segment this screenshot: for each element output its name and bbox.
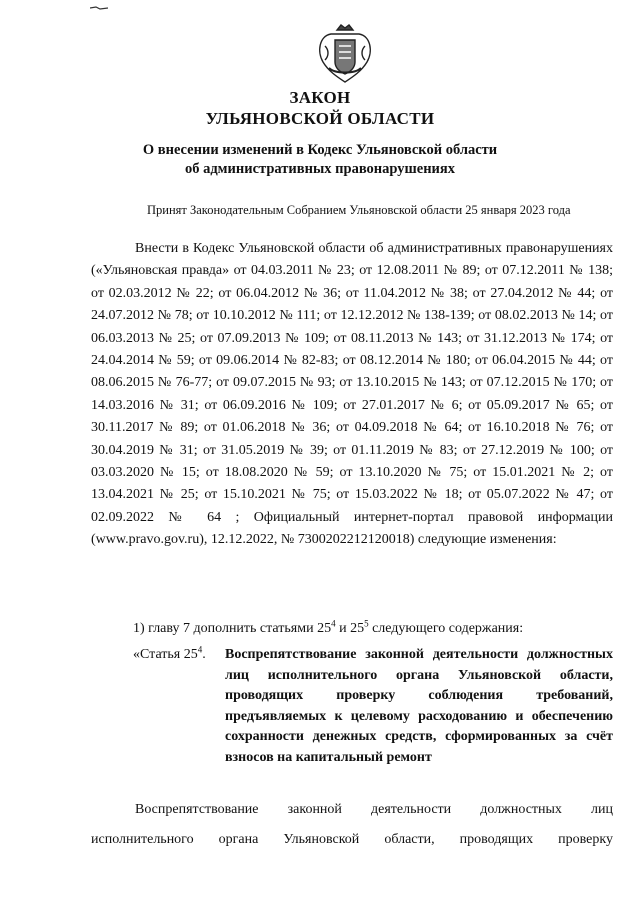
clause-1-sup-2: 5 xyxy=(364,618,369,629)
article-body-line-2: исполнительного органа Ульяновской области, проводящих проверку xyxy=(91,832,613,847)
article-heading: Воспрепятствование законной деятельности должностных лиц исполнительного органа Ульяновской области, проводящих проверку соблюдения требований, предъявляемых к целевому расходованию и обеспечению сохранности денежных средств, сформированных за счёт взносов на капитальный ремонт xyxy=(225,647,613,765)
clause-1 xyxy=(133,618,524,637)
article-body-line-1: Воспрепятствование законной деятельности должностных лиц xyxy=(135,802,613,817)
intro-paragraph: Внести в Кодекс Ульяновской области об административных правонарушениях («Ульяновская правда» от 04.03.2011 № 23; от 12.08.2011 № 89; от 07.12.2011 № 138; от 02.03.2012 № 22; от 06.04.2012 № 36; от 11.04.2012 № 38; от 27.04.2012 № 44; от 24.07.2012 № 78; от 10.10.2012 № 111; от 12.12.2012 № 138-139; от 08.02.2013 № 14; от 06.03.2013 № 25; от 07.09.2013 № 109; от 08.11.2013 № 143; от 31.12.2013 № 174; от 24.04.2014 № 59; от 09.06.2014 № 82-83; от 08.12.2014 № 180; от 06.04.2015 № 44; от 08.06.2015 № 76-77; от 09.07.2015 № 93; от 13.10.2015 № 143; от 07.12.2015 № 170; от 14.03.2016 № 31; от 06.09.2016 № 109; от 27.01.2017 № 6; от 05.09.2017 № 65; от 30.11.2017 № 89; от 01.06.2018 № 36; от 04.09.2018 № 64; от 16.10.2018 № 76; от 30.04.2019 № 31; от 31.05.2019 № 39; от 01.11.2019 № 83; от 27.12.2019 № 100; от 03.03.2020 № 15; от 18.08.2020 № 59; от 13.10.2020 № 75; от 15.01.2021 № 2; от 13.04.2021 № 25; от 15.10.2021 № 75; от 15.03.2022 № 18; от 05.07.2022 № 47; от 02.09.2022 № 64 ; Официальный интернет-портал правовой информации (www.pravo.gov.ru), 12.12.2022, № 7300202212120018) следующие изменения: xyxy=(91,241,613,548)
subtitle-line-1: О внесении изменений в Кодекс Ульяновской области xyxy=(142,142,498,158)
law-title: ЗАКОН xyxy=(289,88,351,107)
article-body xyxy=(91,795,613,855)
clause-1-text-a: 1) главу 7 дополнить статьями 25 xyxy=(133,621,332,636)
scan-mark xyxy=(90,6,108,10)
article-label-text: «Статья 25 xyxy=(133,647,198,662)
article-label-sup: 4 xyxy=(197,644,203,655)
clause-1-text-b: и 25 xyxy=(335,621,365,636)
article-label-dot: . xyxy=(202,647,206,662)
article-label xyxy=(133,645,223,666)
subtitle-line-2: об административных правонарушениях xyxy=(184,161,456,177)
adoption-date-line: Принят Законодательным Собранием Ульяновской области 25 января 2023 года xyxy=(147,203,571,217)
clause-1-sup-1: 4 xyxy=(331,618,336,629)
region-title: УЛЬЯНОВСКОЙ ОБЛАСТИ xyxy=(205,109,435,128)
main-text xyxy=(91,238,613,552)
clause-1-text-c: следующего содержания: xyxy=(368,621,524,636)
coat-of-arms-emblem xyxy=(315,22,375,86)
